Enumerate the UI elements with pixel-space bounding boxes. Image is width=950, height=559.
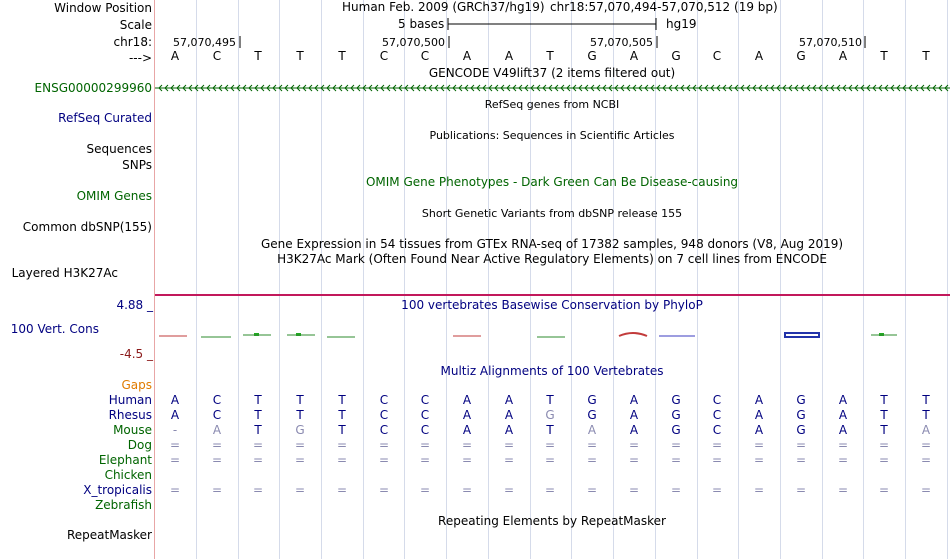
aligned-base: A xyxy=(754,423,764,437)
aligned-base: = xyxy=(628,453,640,467)
reference-base: G xyxy=(796,49,806,63)
omim-track-title[interactable]: OMIM Gene Phenotypes - Dark Green Can Be Disease-causing xyxy=(365,175,739,189)
aligned-base: = xyxy=(211,483,223,497)
aligned-base: T xyxy=(880,393,888,407)
aligned-base: G xyxy=(796,393,806,407)
aligned-base: T xyxy=(546,423,554,437)
phylop-track-label[interactable]: 100 Vert. Cons xyxy=(10,322,99,336)
aligned-base: T xyxy=(296,408,304,422)
aligned-base: = xyxy=(628,483,640,497)
aligned-base: T xyxy=(880,423,888,437)
dbsnp-track-label[interactable]: Common dbSNP(155) xyxy=(22,220,152,234)
aligned-base: = xyxy=(711,453,723,467)
scale-text: 5 bases xyxy=(398,17,445,31)
aligned-base: A xyxy=(838,393,848,407)
window-position-label: Window Position xyxy=(54,1,152,15)
aligned-base: = xyxy=(252,453,264,467)
phylop-max-label: 4.88 _ xyxy=(116,298,153,312)
aligned-base: = xyxy=(586,438,598,452)
aligned-base: = xyxy=(461,453,473,467)
aligned-base: = xyxy=(419,483,431,497)
aligned-base: G xyxy=(796,423,806,437)
reference-base: C xyxy=(712,49,722,63)
aligned-base: = xyxy=(795,483,807,497)
aligned-base: = xyxy=(711,483,723,497)
reference-base: C xyxy=(212,49,222,63)
aligned-base: = xyxy=(878,453,890,467)
species-label-elephant[interactable]: Elephant xyxy=(98,453,152,467)
aligned-base: = xyxy=(503,453,515,467)
aligned-base: = xyxy=(670,438,682,452)
aligned-base: A xyxy=(462,393,472,407)
aligned-base: T xyxy=(338,408,346,422)
aligned-base: = xyxy=(461,483,473,497)
aligned-base: = xyxy=(753,438,765,452)
aligned-base: = xyxy=(878,438,890,452)
aligned-base: = xyxy=(795,438,807,452)
coord-label: 57,070,495 xyxy=(173,36,236,49)
sequences-track-label[interactable]: Sequences xyxy=(86,142,152,156)
aligned-base: C xyxy=(712,408,722,422)
aligned-base: = xyxy=(544,483,556,497)
aligned-base: = xyxy=(544,453,556,467)
reference-base: A xyxy=(170,49,180,63)
aligned-base: C xyxy=(212,408,222,422)
h3k27ac-signal-line xyxy=(155,294,950,296)
aligned-base: = xyxy=(795,453,807,467)
aligned-base: G xyxy=(587,393,597,407)
aligned-base: = xyxy=(252,438,264,452)
multiz-track-title[interactable]: Multiz Alignments of 100 Vertebrates xyxy=(440,364,664,378)
aligned-base: A xyxy=(754,408,764,422)
h3k27ac-track-title[interactable]: H3K27Ac Mark (Often Found Near Active Regulatory Elements) on 7 cell lines from ENCODE xyxy=(277,252,827,266)
aligned-base: = xyxy=(211,438,223,452)
species-label-mouse[interactable]: Mouse xyxy=(113,423,152,437)
coord-label: 57,070,500 xyxy=(382,36,445,49)
aligned-base: A xyxy=(629,393,639,407)
gencode-gene-label[interactable]: ENSG00000299960 xyxy=(34,81,152,95)
aligned-base: = xyxy=(294,453,306,467)
assembly-title: Human Feb. 2009 (GRCh37/hg19) xyxy=(342,0,545,14)
aligned-base: A xyxy=(587,423,597,437)
aligned-base: G xyxy=(295,423,305,437)
aligned-base: = xyxy=(920,438,932,452)
reference-base: T xyxy=(546,49,554,63)
aligned-base: = xyxy=(670,483,682,497)
dbsnp-track-title[interactable]: Short Genetic Variants from dbSNP release 155 xyxy=(421,207,683,220)
aligned-base: C xyxy=(379,408,389,422)
gencode-track-title[interactable]: GENCODE V49lift37 (2 items filtered out) xyxy=(428,66,676,80)
aligned-base: A xyxy=(921,423,931,437)
species-label-human[interactable]: Human xyxy=(108,393,152,407)
aligned-base: A xyxy=(838,408,848,422)
chrom-label: chr18: xyxy=(113,35,152,49)
repeatmasker-track-label[interactable]: RepeatMasker xyxy=(66,528,152,542)
reference-base: T xyxy=(338,49,346,63)
reference-base: T xyxy=(922,49,930,63)
aligned-base: = xyxy=(169,453,181,467)
position-readout: chr18:57,070,494-57,070,512 (19 bp) xyxy=(550,0,778,14)
aligned-base: G xyxy=(796,408,806,422)
aligned-base: = xyxy=(670,453,682,467)
aligned-base: = xyxy=(837,438,849,452)
reference-base: A xyxy=(462,49,472,63)
gencode-gene-feature[interactable] xyxy=(155,82,950,94)
reference-base: G xyxy=(587,49,597,63)
aligned-base: T xyxy=(338,393,346,407)
aligned-base: A xyxy=(170,408,180,422)
aligned-base: A xyxy=(754,393,764,407)
aligned-base: = xyxy=(503,438,515,452)
aligned-base: A xyxy=(462,423,472,437)
aligned-base: C xyxy=(712,393,722,407)
aligned-base: G xyxy=(671,423,681,437)
aligned-base: A xyxy=(504,408,514,422)
aligned-base: T xyxy=(254,393,262,407)
aligned-base: T xyxy=(922,408,930,422)
gtex-track-title[interactable]: Gene Expression in 54 tissues from GTEx RNA-seq of 17382 samples, 948 donors (V8, Aug 2019) xyxy=(260,237,844,251)
aligned-base: G xyxy=(587,408,597,422)
aligned-base: C xyxy=(420,393,430,407)
aligned-base: = xyxy=(336,453,348,467)
aligned-base: G xyxy=(671,393,681,407)
aligned-base: = xyxy=(294,438,306,452)
aligned-base: - xyxy=(172,423,178,437)
aligned-base: A xyxy=(212,423,222,437)
aligned-base: = xyxy=(211,453,223,467)
coord-label: 57,070,510 xyxy=(799,36,862,49)
coord-label: 57,070,505 xyxy=(590,36,653,49)
aligned-base: = xyxy=(628,438,640,452)
aligned-base: C xyxy=(420,423,430,437)
reference-base: G xyxy=(671,49,681,63)
aligned-base: = xyxy=(419,438,431,452)
reference-base: C xyxy=(420,49,430,63)
species-label-x_tropicalis[interactable]: X_tropicalis xyxy=(83,483,152,497)
aligned-base: A xyxy=(504,393,514,407)
aligned-base: A xyxy=(504,423,514,437)
reference-base: T xyxy=(880,49,888,63)
gaps-label: Gaps xyxy=(121,378,152,392)
reference-base: A xyxy=(629,49,639,63)
omim-track-label[interactable]: OMIM Genes xyxy=(76,189,152,203)
refseq-track-label[interactable]: RefSeq Curated xyxy=(58,111,152,125)
aligned-base: = xyxy=(878,483,890,497)
refseq-track-title[interactable]: RefSeq genes from NCBI xyxy=(484,98,620,111)
aligned-base: = xyxy=(920,483,932,497)
aligned-base: A xyxy=(629,408,639,422)
aligned-base: = xyxy=(920,453,932,467)
aligned-base: C xyxy=(212,393,222,407)
scale-db: hg19 xyxy=(666,17,697,31)
aligned-base: C xyxy=(712,423,722,437)
aligned-base: A xyxy=(629,423,639,437)
aligned-base: T xyxy=(922,393,930,407)
reference-base: T xyxy=(296,49,304,63)
aligned-base: = xyxy=(378,483,390,497)
aligned-base: = xyxy=(294,483,306,497)
aligned-base: = xyxy=(419,453,431,467)
aligned-base: G xyxy=(545,408,555,422)
aligned-base: = xyxy=(336,438,348,452)
aligned-base: C xyxy=(420,408,430,422)
reference-base: A xyxy=(754,49,764,63)
aligned-base: = xyxy=(544,438,556,452)
species-label-chicken[interactable]: Chicken xyxy=(104,468,152,482)
publications-track-title[interactable]: Publications: Sequences in Scientific Articles xyxy=(429,129,675,142)
aligned-base: = xyxy=(461,438,473,452)
aligned-base: = xyxy=(169,483,181,497)
h3k27ac-track-label[interactable]: Layered H3K27Ac xyxy=(11,266,118,280)
species-label-zebrafish[interactable]: Zebrafish xyxy=(95,498,152,512)
strand-arrow-label: ---> xyxy=(128,51,152,65)
aligned-base: = xyxy=(378,453,390,467)
aligned-base: = xyxy=(586,453,598,467)
aligned-base: G xyxy=(671,408,681,422)
aligned-base: = xyxy=(169,438,181,452)
aligned-base: = xyxy=(711,438,723,452)
snps-track-label[interactable]: SNPs xyxy=(122,158,152,172)
aligned-base: = xyxy=(378,438,390,452)
aligned-base: = xyxy=(586,483,598,497)
aligned-base: = xyxy=(252,483,264,497)
aligned-base: = xyxy=(837,483,849,497)
aligned-base: A xyxy=(170,393,180,407)
aligned-base: T xyxy=(254,423,262,437)
species-label-rhesus[interactable]: Rhesus xyxy=(108,408,152,422)
aligned-base: T xyxy=(880,408,888,422)
aligned-base: = xyxy=(837,453,849,467)
phylop-signal xyxy=(155,325,950,345)
aligned-base: = xyxy=(503,483,515,497)
aligned-base: = xyxy=(753,483,765,497)
aligned-base: = xyxy=(336,483,348,497)
reference-base: T xyxy=(254,49,262,63)
aligned-base: A xyxy=(462,408,472,422)
species-label-dog[interactable]: Dog xyxy=(127,438,152,452)
aligned-base: T xyxy=(546,393,554,407)
reference-base: A xyxy=(504,49,514,63)
repeatmasker-track-title[interactable]: Repeating Elements by RepeatMasker xyxy=(438,514,666,528)
reference-base: C xyxy=(379,49,389,63)
reference-base: A xyxy=(838,49,848,63)
scale-label: Scale xyxy=(119,18,152,32)
aligned-base: C xyxy=(379,423,389,437)
phylop-min-label: -4.5 _ xyxy=(119,347,153,361)
aligned-base: = xyxy=(753,453,765,467)
aligned-base: T xyxy=(296,393,304,407)
aligned-base: C xyxy=(379,393,389,407)
aligned-base: T xyxy=(254,408,262,422)
phylop-track-title[interactable]: 100 vertebrates Basewise Conservation by PhyloP xyxy=(401,298,703,312)
aligned-base: T xyxy=(338,423,346,437)
aligned-base: A xyxy=(838,423,848,437)
